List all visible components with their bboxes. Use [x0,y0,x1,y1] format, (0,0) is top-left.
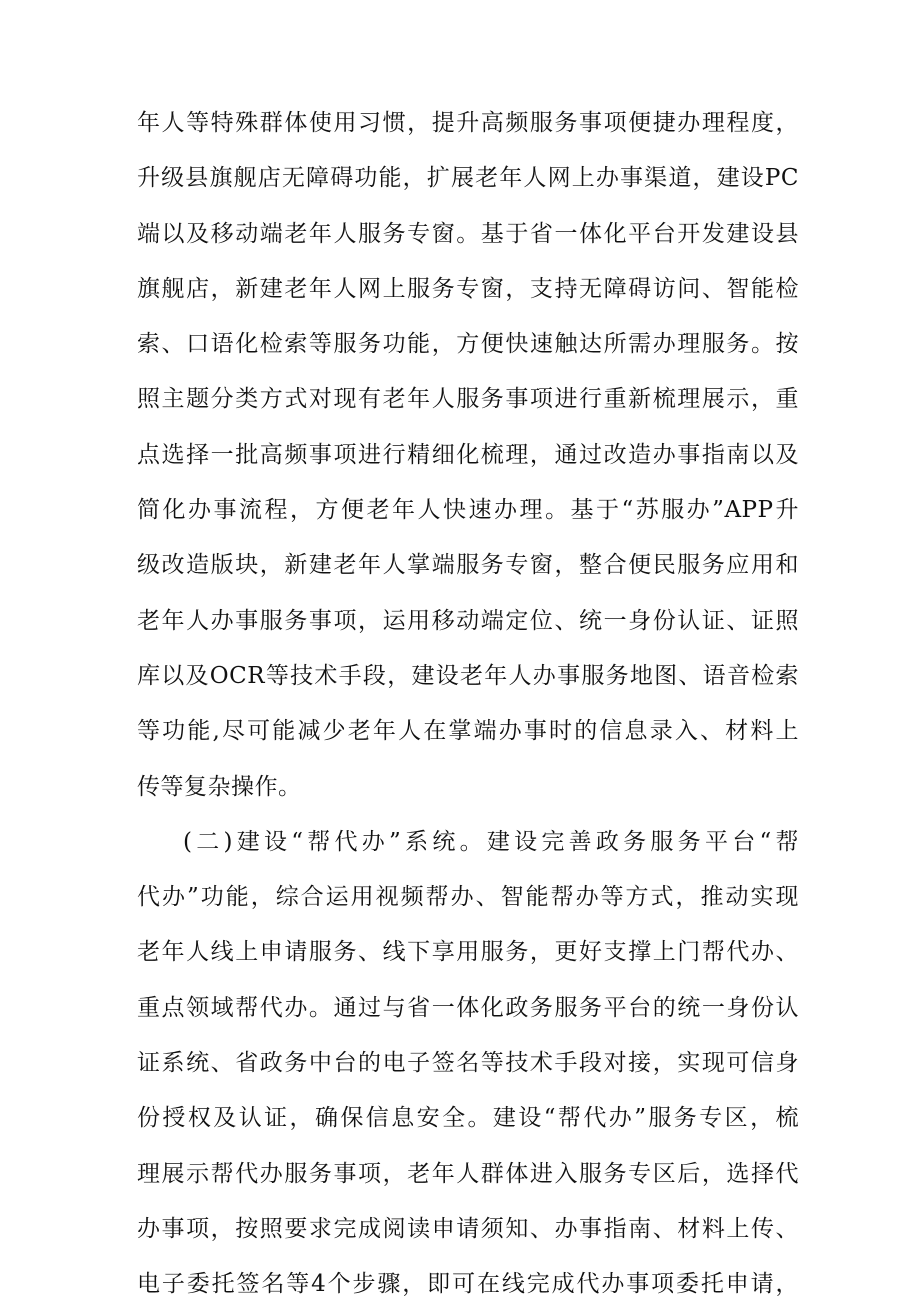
text-line: 份授权及认证，确保信息安全。建设“帮代办”服务专区，梳 [137,1105,799,1132]
text-line: 等功能,尽可能减少老年人在掌端办事时的信息录入、材料上 [137,718,799,745]
text-line: 代办”功能，综合运用视频帮办、智能帮办等方式，推动实现 [137,884,799,911]
text-line: 升级县旗舰店无障碍功能，扩展老年人网上办事渠道，建设PC [137,165,799,192]
text-line: 级改造版块，新建老年人掌端服务专窗，整合便民服务应用和 [137,552,799,579]
text-line: 证系统、省政务中台的电子签名等技术手段对接，实现可信身 [137,1050,799,1077]
text-line: 重点领域帮代办。通过与省一体化政务服务平台的统一身份认 [137,994,799,1021]
text-line: 端以及移动端老年人服务专窗。基于省一体化平台开发建设县 [137,220,799,247]
text-line: 老年人办事服务事项，运用移动端定位、统一身份认证、证照 [137,607,799,634]
text-line: 电子委托签名等4个步骤，即可在线完成代办事项委托申请， [137,1271,799,1298]
text-line: 理展示帮代办服务事项，老年人群体进入服务专区后，选择代 [137,1160,799,1187]
text-line: 老年人线上申请服务、线下享用服务，更好支撑上门帮代办、 [137,939,799,966]
text-line: 简化办事流程，方便老年人快速办理。基于“苏服办”APP升 [137,497,799,524]
document-body [137,96,799,1313]
text-line: 照主题分类方式对现有老年人服务事项进行重新梳理展示，重 [137,386,799,413]
text-line: (二)建设“帮代办”系统。建设完善政务服务平台“帮 [183,828,799,855]
text-line: 库以及OCR等技术手段，建设老年人办事服务地图、语音检索 [137,662,799,689]
paragraph-1 [137,96,799,815]
text-line: 旗舰店，新建老年人网上服务专窗，支持无障碍访问、智能检 [137,275,799,302]
text-line: 传等复杂操作。 [137,773,302,800]
text-line: 索、口语化检索等服务功能，方便快速触达所需办理服务。按 [137,331,799,358]
text-line: 点选择一批高频事项进行精细化梳理，通过改造办事指南以及 [137,441,799,468]
text-line: 办事项，按照要求完成阅读申请须知、办事指南、材料上传、 [137,1215,799,1242]
text-line: 年人等特殊群体使用习惯，提升高频服务事项便捷办理程度， [137,110,799,136]
paragraph-2 [137,815,799,1313]
